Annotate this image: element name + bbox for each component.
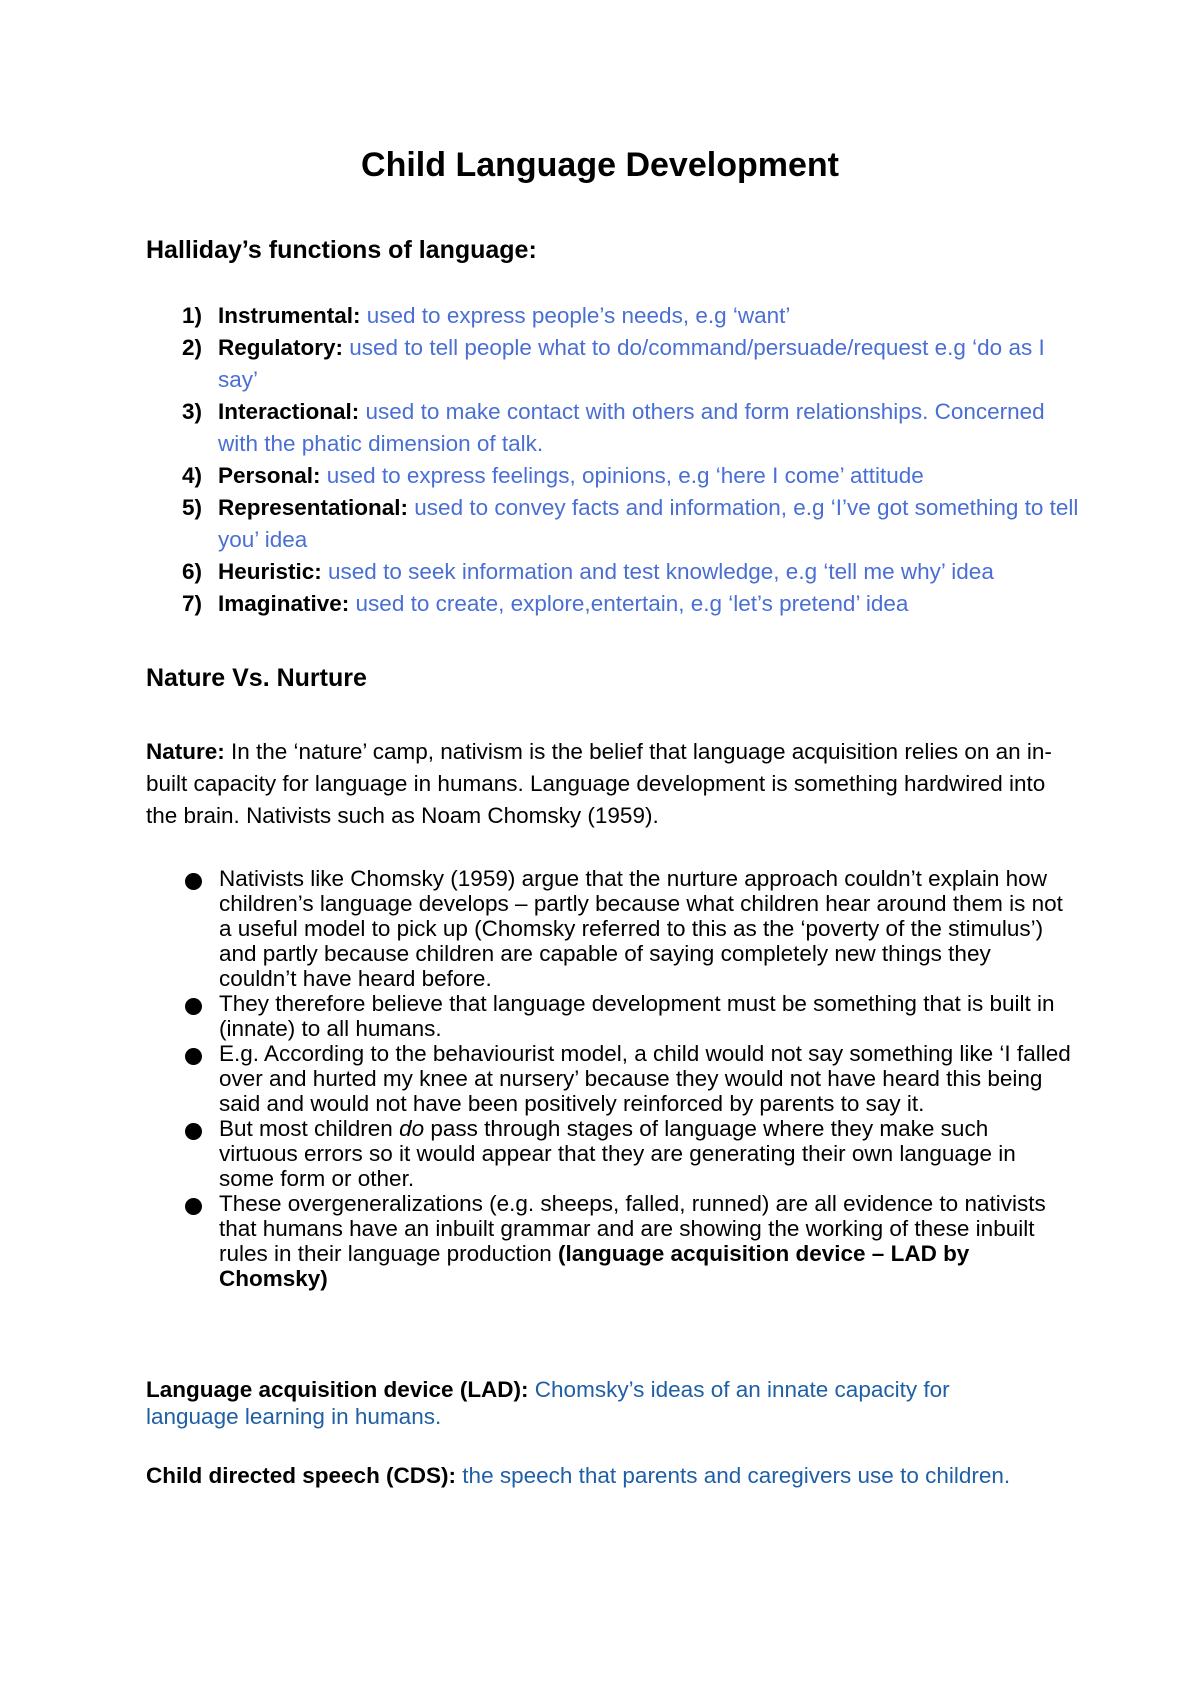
nature-label: Nature: (146, 739, 225, 764)
cds-text: the speech that parents and caregivers use to children. (456, 1463, 1011, 1488)
function-description: used to tell people what to do/command/persuade/request e.g ‘do as I say’ (218, 335, 1045, 392)
list-item (146, 991, 1071, 1041)
list-number: 2) (182, 335, 203, 360)
halliday-functions-list (146, 300, 1086, 620)
nature-nurture-heading: Nature Vs. Nurture (146, 664, 367, 692)
lad-definition (146, 1376, 1016, 1430)
list-item (146, 332, 1086, 396)
bullet-dot-icon (185, 998, 202, 1015)
list-item (146, 300, 1086, 332)
function-term: Imaginative: (218, 591, 350, 616)
function-description: used to convey facts and information, e.g ‘I’ve got something to tell you’ idea (218, 495, 1079, 552)
lad-label: Language acquisition device (LAD): (146, 1377, 529, 1402)
list-item (146, 492, 1086, 556)
list-item (146, 1116, 1071, 1191)
function-term: Personal: (218, 463, 321, 488)
bullet-text: pass through stages of language where they make such virtuous errors so it would appear that they are generating their own language in some form or other. (219, 1116, 1016, 1191)
nature-paragraph (146, 736, 1076, 832)
function-term: Instrumental: (218, 303, 361, 328)
list-number: 7) (182, 591, 203, 616)
list-number: 6) (182, 559, 203, 584)
list-item (146, 1041, 1071, 1116)
function-term: Regulatory: (218, 335, 344, 360)
bullet-emphasis: do (399, 1116, 425, 1141)
nativist-bullets (146, 866, 1071, 1291)
list-item (146, 866, 1071, 991)
bullet-bold-text: (language acquisition device – LAD by Chomsky) (219, 1241, 970, 1291)
bullet-dot-icon (185, 873, 202, 890)
list-item (146, 588, 1086, 620)
bullet-dot-icon (185, 1198, 202, 1215)
function-description: used to express feelings, opinions, e.g ‘here I come’ attitude (320, 463, 924, 488)
bullet-dot-icon (185, 1048, 202, 1065)
function-description: used to make contact with others and form relationships. Concerned with the phatic dimension of talk. (218, 399, 1045, 456)
function-term: Heuristic: (218, 559, 322, 584)
bullet-text: E.g. According to the behaviourist model, a child would not say something like ‘I falled over and hurted my knee at nursery’ because they would not have heard this being said and would not have been positively reinforced by parents to say it. (219, 1041, 1071, 1116)
bullet-text: These overgeneralizations (e.g. sheeps, falled, runned) are all evidence to nativists that humans have an inbuilt grammar and are showing the working of these inbuilt rules in their language production (219, 1191, 1046, 1266)
list-item (146, 396, 1086, 460)
list-item (146, 460, 1086, 492)
list-item (146, 1191, 1071, 1291)
function-description: used to seek information and test knowledge, e.g ‘tell me why’ idea (321, 559, 994, 584)
bullet-text: They therefore believe that language development must be something that is built in (innate) to all humans. (219, 991, 1055, 1041)
function-description: used to create, explore,entertain, e.g ‘let’s pretend’ idea (349, 591, 909, 616)
list-item (146, 556, 1086, 588)
list-number: 1) (182, 303, 203, 328)
halliday-heading: Halliday’s functions of language: (146, 236, 537, 264)
function-term: Representational: (218, 495, 409, 520)
bullet-dot-icon (185, 1123, 202, 1140)
lad-text: Chomsky’s ideas of an innate capacity for language learning in humans. (146, 1377, 950, 1429)
nature-text: In the ‘nature’ camp, nativism is the belief that language acquisition relies on an in-built capacity for language in humans. Language development is something hardwired into the brain. Nativists such as Noam Chomsky (1959). (146, 739, 1052, 828)
list-number: 5) (182, 495, 203, 520)
cds-label: Child directed speech (CDS): (146, 1463, 457, 1488)
cds-definition (146, 1462, 1076, 1489)
function-description: used to express people’s needs, e.g ‘want’ (360, 303, 791, 328)
bullet-text: But most children (219, 1116, 400, 1141)
function-term: Interactional: (218, 399, 360, 424)
list-number: 3) (182, 399, 203, 424)
page-title: Child Language Development (361, 146, 839, 184)
bullet-text: Nativists like Chomsky (1959) argue that the nurture approach couldn’t explain how children’s language develops – partly because what children hear around them is not a useful model to pick up (Chomsky referred to this as the ‘poverty of the stimulus’) and partly because children are capable of saying completely new things they couldn’t have heard before. (219, 866, 1063, 991)
list-number: 4) (182, 463, 203, 488)
